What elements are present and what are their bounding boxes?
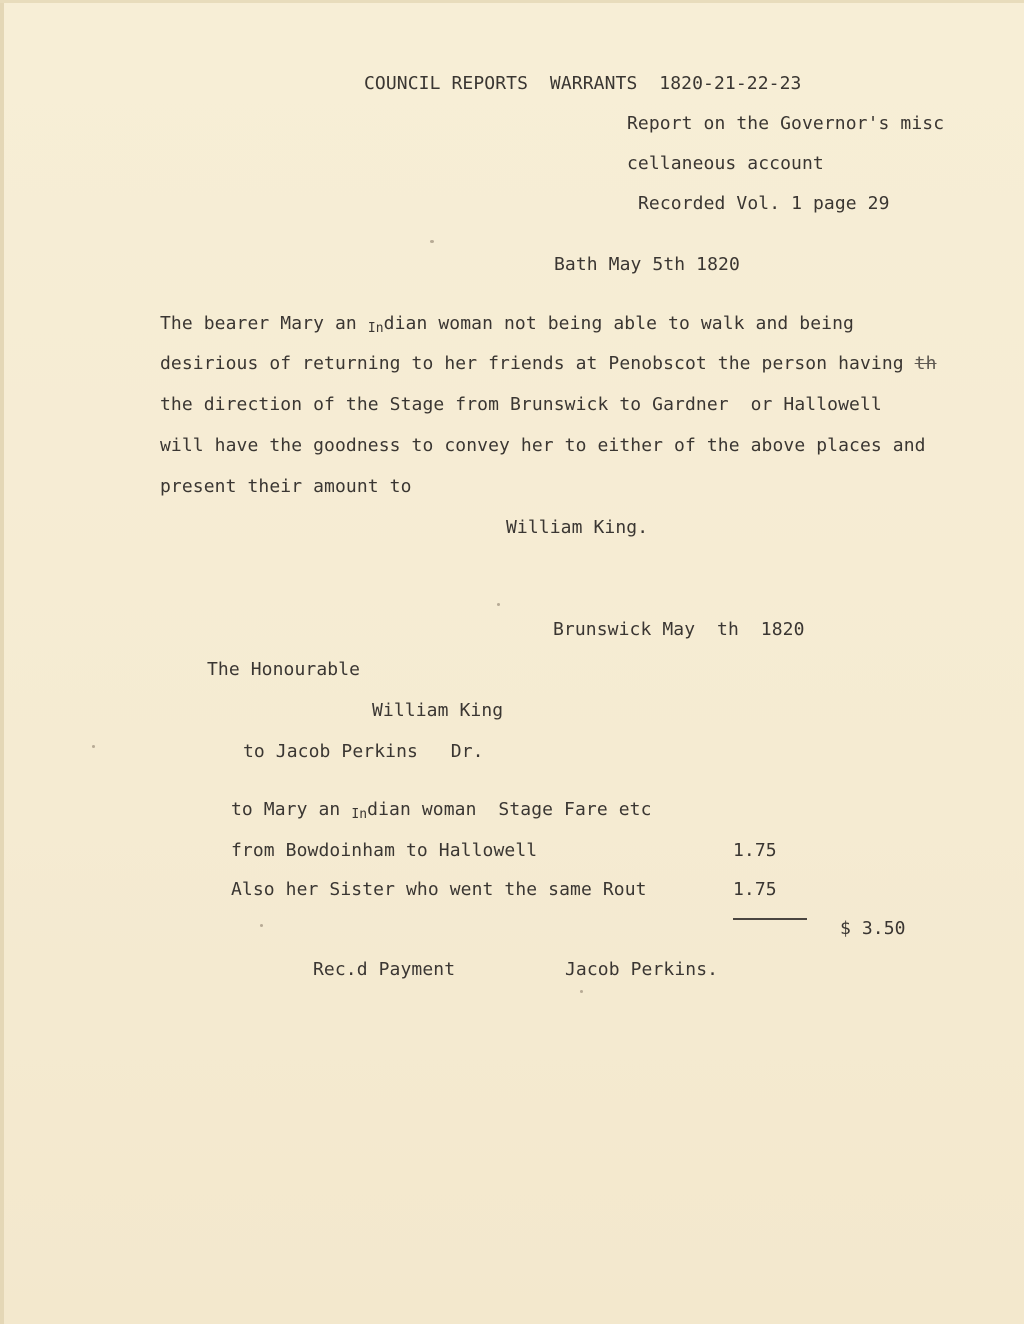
bill-debtor: to Jacob Perkins Dr.: [243, 741, 484, 762]
bill-item-amount: 1.75: [733, 879, 777, 900]
sum-rule: [733, 918, 807, 920]
paper-speck: [497, 603, 500, 606]
paper-speck: [430, 240, 434, 243]
page-edge: [0, 0, 4, 1324]
bill-total: $ 3.50: [840, 918, 906, 939]
report-description-line: cellaneous account: [627, 153, 824, 174]
letter-body-line: the direction of the Stage from Brunswick to Gardner or Hallowell: [160, 394, 882, 415]
bill-item-line: Also her Sister who went the same Rout: [231, 879, 647, 900]
bill-item-text: dian woman Stage Fare etc: [367, 799, 652, 820]
paper-speck: [92, 745, 95, 748]
letter-signature: William King.: [506, 517, 649, 538]
struck-text: th: [914, 353, 937, 374]
bill-item-line: from Bowdoinham to Hallowell: [231, 840, 538, 861]
paper-speck: [580, 990, 583, 993]
bill-addressee: William King: [372, 700, 504, 721]
letter-dateline: Bath May 5th 1820: [554, 254, 740, 275]
letter-text: dian woman not being able to walk and being: [383, 313, 854, 334]
bill-item-line: [231, 799, 652, 826]
bill-addressee: The Honourable: [207, 659, 361, 680]
report-description-line: Report on the Governor's misc: [627, 113, 945, 134]
recorded-reference: Recorded Vol. 1 page 29: [638, 193, 890, 214]
paper-speck: [260, 924, 263, 927]
letter-body-line: [160, 353, 937, 375]
letter-body-line: will have the goodness to convey her to either of the above places and: [160, 435, 926, 456]
letter-text: The bearer Mary an: [160, 313, 368, 334]
letter-text: In: [367, 321, 384, 336]
letter-text: desirious of returning to her friends at Penobscot the person having: [160, 353, 915, 374]
page-edge: [0, 0, 1024, 3]
receipt-label: Rec.d Payment: [313, 959, 456, 980]
bill-item-text: to Mary an: [231, 799, 352, 820]
receipt-signature: Jacob Perkins.: [565, 959, 719, 980]
document-title: COUNCIL REPORTS WARRANTS 1820-21-22-23: [364, 73, 802, 94]
bill-dateline: Brunswick May th 1820: [553, 619, 805, 640]
bill-item-text: In: [351, 807, 368, 822]
letter-body-line: present their amount to: [160, 476, 412, 497]
bill-item-amount: 1.75: [733, 840, 777, 861]
letter-body-line: [160, 313, 854, 340]
